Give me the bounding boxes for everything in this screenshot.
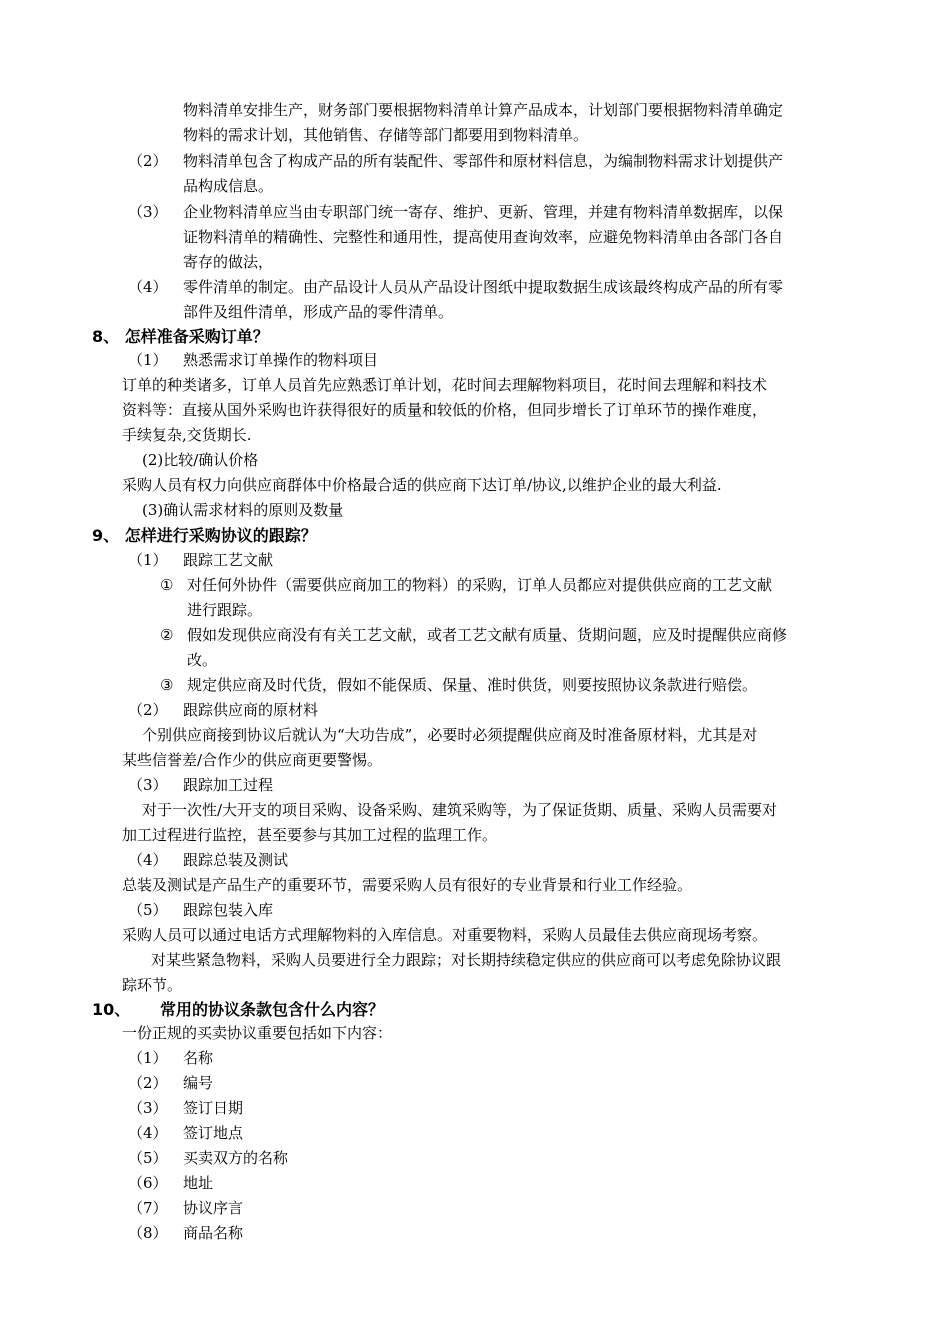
paragraph-line: 跟踪供应商的原材料 (183, 701, 319, 719)
list-number: （7） (128, 1199, 168, 1217)
paragraph-line: 资料等：直接从国外采购也许获得很好的质量和较低的价格，但同步增长了订单环节的操作难度， (122, 401, 768, 419)
list-number: （5） (128, 1149, 168, 1167)
paragraph-line: 跟踪工艺文献 (183, 551, 274, 569)
list-number: （1） (128, 551, 168, 569)
list-number: （3） (128, 776, 168, 794)
paragraph-line: 品构成信息。 (183, 177, 274, 195)
paragraph-line: 总装及测试是产品生产的重要环节，需要采购人员有很好的专业背景和行业工作经验。 (122, 876, 693, 894)
paragraph-line: 假如发现供应商没有有关工艺文献，或者工艺文献有质量、货期问题，应及时提醒供应商修 (187, 626, 788, 644)
paragraph-line: 规定供应商及时代货，假如不能保质、保量、准时供货，则要按照协议条款进行赔偿。 (187, 676, 758, 694)
list-number: （8） (128, 1224, 168, 1242)
list-item: 买卖双方的名称 (183, 1149, 289, 1167)
list-item: 签订地点 (183, 1124, 244, 1142)
list-number: （3） (128, 1099, 168, 1117)
list-number: （2） (128, 1074, 168, 1092)
paragraph-line: 加工过程进行监控，甚至要参与其加工过程的监理工作。 (122, 826, 498, 844)
circled-number: ① (160, 576, 174, 594)
paragraph-line: 一份正规的买卖协议重要包括如下内容： (122, 1024, 393, 1042)
list-item: 商品名称 (183, 1224, 244, 1242)
section-heading: 常用的协议条款包含什么内容？ (160, 1000, 385, 1019)
paragraph-line: 手续复杂,交货期长. (122, 426, 252, 444)
paragraph-line: 物料清单包含了构成产品的所有装配件、零部件和原材料信息，为编制物料需求计划提供产 (183, 152, 784, 170)
paragraph-line: 个别供应商接到协议后就认为“大功告成”，必要时必须提醒供应商及时准备原材料，尤其是对 (142, 726, 758, 744)
paragraph-line: 改。 (187, 651, 218, 669)
paragraph-line: 对于一次性/大开支的项目采购、设备采购、建筑采购等，为了保证货期、质量、采购人员需要对 (142, 801, 778, 819)
paragraph-line: 跟踪加工过程 (183, 776, 274, 794)
section-heading: 9、 怎样进行采购协议的跟踪？ (92, 526, 317, 545)
paragraph-line: 跟踪包装入库 (183, 901, 274, 919)
paragraph-line: 对某些紧急物料，采购人员要进行全力跟踪；对长期持续稳定供应的供应商可以考虑免除协议跟 (151, 951, 782, 969)
paragraph-line: 采购人员可以通过电话方式理解物料的入库信息。对重要物料，采购人员最佳去供应商现场考察。 (122, 926, 768, 944)
paragraph-line: (2)比较/确认价格 (142, 451, 259, 469)
paragraph-line: 零件清单的制定。由产品设计人员从产品设计图纸中提取数据生成该最终构成产品的所有零 (183, 278, 784, 296)
circled-number: ③ (160, 676, 174, 694)
list-item: 协议序言 (183, 1199, 244, 1217)
section-heading-number: 10、 (92, 1000, 131, 1019)
list-number: （4） (128, 278, 168, 296)
paragraph-line: 采购人员有权力向供应商群体中价格最合适的供应商下达订单/协议,以维护企业的最大利益. (122, 476, 722, 494)
paragraph-line: 物料的需求计划，其他销售、存储等部门都要用到物料清单。 (183, 126, 589, 144)
list-number: （2） (128, 152, 168, 170)
paragraph-line: 证物料清单的精确性、完整性和通用性，提高使用查询效率，应避免物料清单由各部门各自 (183, 228, 784, 246)
list-number: （2） (128, 701, 168, 719)
list-number: （1） (128, 1049, 168, 1067)
paragraph-line: 物料清单安排生产，财务部门要根据物料清单计算产品成本，计划部门要根据物料清单确定 (183, 101, 784, 119)
paragraph-line: 跟踪总装及测试 (183, 851, 289, 869)
paragraph-line: 某些信誉差/合作少的供应商更要警惕。 (122, 751, 383, 769)
paragraph-line: (3)确认需求材料的原则及数量 (142, 501, 344, 519)
paragraph-line: 踪环节。 (122, 976, 183, 994)
list-item: 地址 (183, 1174, 214, 1192)
paragraph-line: 订单的种类诸多，订单人员首先应熟悉订单计划，花时间去理解物料项目，花时间去理解和料技术 (122, 376, 768, 394)
list-number: （3） (128, 203, 168, 221)
list-number: （6） (128, 1174, 168, 1192)
paragraph-line: 部件及组件清单，形成产品的零件清单。 (183, 303, 454, 321)
paragraph-line: 企业物料清单应当由专职部门统一寄存、维护、更新、管理，并建有物料清单数据库，以保 (183, 203, 784, 221)
paragraph-line: 熟悉需求订单操作的物料项目 (183, 351, 379, 369)
list-number: （1） (128, 351, 168, 369)
list-item: 编号 (183, 1074, 214, 1092)
paragraph-line: 对任何外协件（需要供应商加工的物料）的采购，订单人员都应对提供供应商的工艺文献 (187, 576, 773, 594)
paragraph-line: 进行跟踪。 (187, 601, 263, 619)
list-number: （4） (128, 851, 168, 869)
list-item: 名称 (183, 1049, 214, 1067)
list-number: （5） (128, 901, 168, 919)
paragraph-line: 寄存的做法， (183, 253, 274, 271)
list-item: 签订日期 (183, 1099, 244, 1117)
section-heading: 8、 怎样准备采购订单？ (92, 327, 269, 346)
circled-number: ② (160, 626, 174, 644)
list-number: （4） (128, 1124, 168, 1142)
